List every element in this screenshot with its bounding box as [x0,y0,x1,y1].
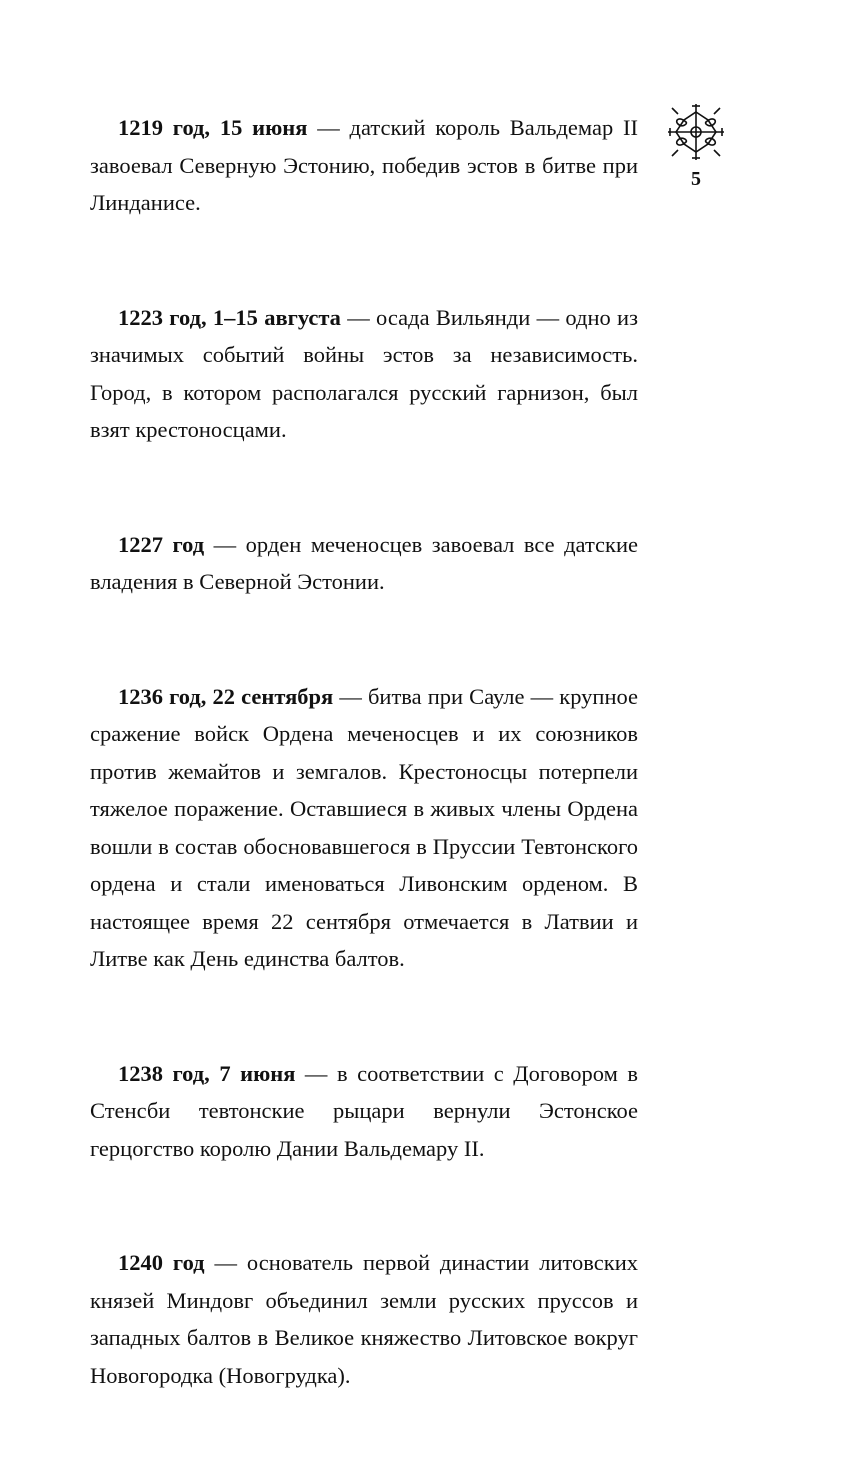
entry-date: 1236 год, 22 сентября [118,683,334,709]
chronology-entry [90,299,638,449]
page-number: 5 [691,168,701,190]
chronology-entry [90,1055,638,1168]
entry-text: — осада Вильянди — одно из значимых событий войны эстов за независимость. Город, в котором располагался русский гарнизон, был взят крестоносцами. [90,304,638,442]
chronology-entry [90,526,638,601]
entry-text: — в соответствии с Договором в Стенсби тевтонские рыцари вернули Эстонское герцогство королю Дании Вальдемару II. [90,1060,638,1161]
chronology-entry [90,1244,638,1394]
entry-text: — битва при Сауле — крупное сражение войск Ордена меченосцев и их союзников против жемайтов и земгалов. Крестоносцы потерпели тяжелое поражение. Оставшиеся в живых члены Ордена вошли в состав обосновавшегося в Пруссии Тевтонского ордена и стали именоваться Ливонским орденом. В настоящее время 22 сентября отмечается в Латвии и Литве как День единства балтов. [90,683,638,971]
chronology-entry [90,678,638,978]
entry-date: 1219 год, 15 июня [118,115,308,140]
entry-text: — датский король Вальдемар II завоевал Северную Эстонию, победив эстов в битве при Линданисе. [90,115,638,215]
folk-ornament-icon [664,100,728,164]
entry-date: 1238 год, 7 июня [118,1060,296,1086]
entry-text: — орден меченосцев завоевал все датские владения в Северной Эстонии. [90,531,639,594]
entry-text: — основатель первой династии литовских князей Миндовг объединил земли русских пруссов и западных балтов в Великое княжество Литовское вокруг Новогородка (Новогрудка). [90,1250,638,1388]
entry-date: 1240 год [118,1250,205,1275]
entry-date: 1227 год [118,531,205,557]
chronology-entries [90,109,638,1471]
entry-date: 1223 год, 1–15 августа [118,304,341,330]
chronology-entry [90,109,638,222]
